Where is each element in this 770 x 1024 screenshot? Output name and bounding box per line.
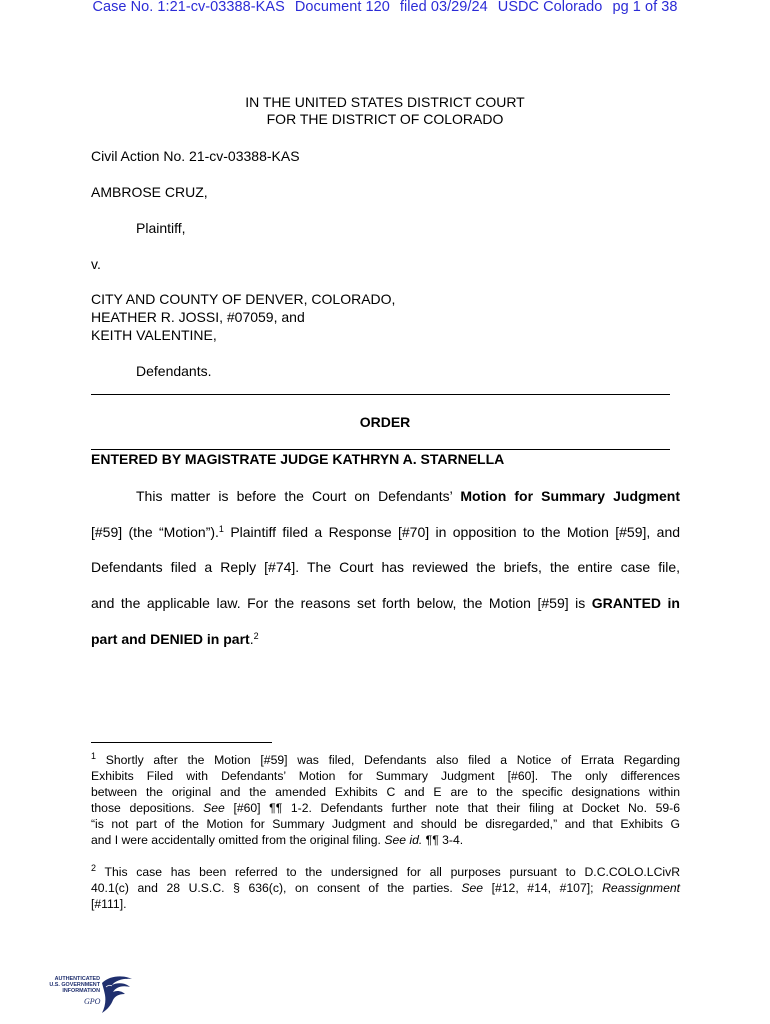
footnote-ref-2: 2 bbox=[253, 631, 259, 641]
plaintiff-name: AMBROSE CRUZ, bbox=[91, 184, 208, 200]
stamp-case-number: Case No. 1:21-cv-03388-KAS bbox=[92, 0, 285, 15]
stamp-filed-date: filed 03/29/24 bbox=[399, 0, 488, 15]
ruling-text: GRANTED in bbox=[591, 595, 680, 611]
body-text: Plaintiff filed a Response [#70] in opposition to the Motion [#59], and bbox=[223, 524, 681, 540]
body-line-3: Defendants filed a Reply [#74]. The Court has reviewed the briefs, the entire case file, bbox=[91, 559, 680, 575]
body-line-1 bbox=[136, 487, 680, 505]
footnote-2-line-1 bbox=[91, 864, 680, 880]
body-line-2 bbox=[91, 523, 680, 541]
body-text: and the applicable law. For the reasons set forth below, the Motion [#59] is bbox=[91, 595, 592, 611]
footnote-text: ¶¶ 3-4. bbox=[422, 833, 464, 847]
defendant-line-1: CITY AND COUNTY OF DENVER, COLORADO, bbox=[91, 291, 396, 307]
eagle-icon bbox=[96, 973, 136, 1017]
gpo-logo-line-3: INFORMATION bbox=[62, 988, 100, 994]
court-title-line-1: IN THE UNITED STATES DISTRICT COURT bbox=[245, 94, 525, 110]
footnote-separator bbox=[91, 742, 272, 743]
footnote-text: [#60] ¶¶ 1-2. Defendants further note that their filing at Docket No. 59-6 bbox=[224, 801, 680, 815]
gpo-logo-line-1: AUTHENTICATED bbox=[54, 976, 100, 982]
civil-action-number: Civil Action No. 21-cv-03388-KAS bbox=[91, 148, 300, 164]
defendant-line-3: KEITH VALENTINE, bbox=[91, 327, 217, 343]
motion-title: Motion for Summary Judgment bbox=[460, 488, 680, 504]
gpo-logo-text bbox=[44, 976, 100, 994]
citation-signal: See bbox=[461, 881, 483, 895]
footnote-text: Shortly after the Motion [#59] was filed, Defendants also filed a Notice of Errata Regarding bbox=[96, 753, 680, 767]
filing-stamp-header bbox=[0, 0, 770, 15]
footnote-1-line-4 bbox=[91, 800, 680, 816]
court-title bbox=[0, 94, 770, 128]
order-heading: ORDER bbox=[359, 414, 411, 430]
body-text: [#59] (the “Motion”). bbox=[91, 524, 219, 540]
body-text: . bbox=[249, 631, 254, 647]
court-title-line-2: FOR THE DISTRICT OF COLORADO bbox=[266, 111, 504, 127]
footnote-2-line-2 bbox=[91, 880, 680, 896]
citation-signal: See id. bbox=[384, 833, 423, 847]
footnote-2-number: 2 bbox=[91, 863, 97, 873]
footnote-1-line-6 bbox=[91, 832, 680, 848]
body-line-5 bbox=[91, 630, 680, 648]
footnote-text: and I were accidentally omitted from the original filing. bbox=[91, 833, 385, 847]
ruling-text: part and DENIED in part bbox=[91, 631, 250, 647]
gpo-logo-line-2: U.S. GOVERNMENT bbox=[49, 982, 100, 988]
plaintiff-role: Plaintiff, bbox=[136, 220, 186, 236]
caption-divider-bottom bbox=[91, 449, 670, 450]
footnote-2-line-3: [#111]. bbox=[91, 897, 127, 911]
footnote-text: those depositions. bbox=[91, 801, 204, 815]
stamp-document-number: Document 120 bbox=[294, 0, 390, 15]
gpo-mark: GPO bbox=[84, 997, 101, 1006]
footnote-1-line-3: between the original and the amended Exhibits C and E are to the specific designations within bbox=[91, 785, 680, 799]
footnote-text: [#12, #14, #107]; bbox=[483, 881, 603, 895]
footnote-1-line-5: “is not part of the Motion for Summary Judgment and should be disregarded,” and that Exhibits G bbox=[91, 817, 680, 831]
footnote-ref-1: 1 bbox=[218, 524, 224, 534]
footnote-1-line-2: Exhibits Filed with Defendants’ Motion for Summary Judgment [#60]. The only differences bbox=[91, 769, 680, 783]
stamp-court: USDC Colorado bbox=[497, 0, 603, 15]
gpo-authentication-logo bbox=[44, 973, 132, 1017]
citation-signal: See bbox=[203, 801, 225, 815]
body-line-4 bbox=[91, 594, 680, 612]
footnote-1-line-1 bbox=[91, 752, 680, 768]
defendant-line-2: HEATHER R. JOSSI, #07059, and bbox=[91, 309, 305, 325]
footnote-text: 40.1(c) and 28 U.S.C. § 636(c), on consent of the parties. bbox=[91, 881, 462, 895]
citation-title: Reassignment bbox=[602, 881, 681, 895]
footnote-1-number: 1 bbox=[91, 751, 97, 761]
caption-divider-top bbox=[91, 394, 670, 395]
footnote-text: This case has been referred to the undersigned for all purposes pursuant to D.C.COLO.LCivR bbox=[96, 865, 680, 879]
versus: v. bbox=[91, 256, 101, 272]
entered-by-judge: ENTERED BY MAGISTRATE JUDGE KATHRYN A. STARNELLA bbox=[91, 451, 505, 467]
stamp-page-count: pg 1 of 38 bbox=[612, 0, 678, 15]
body-text: This matter is before the Court on Defendants’ bbox=[136, 488, 461, 504]
defendant-role: Defendants. bbox=[136, 363, 212, 379]
